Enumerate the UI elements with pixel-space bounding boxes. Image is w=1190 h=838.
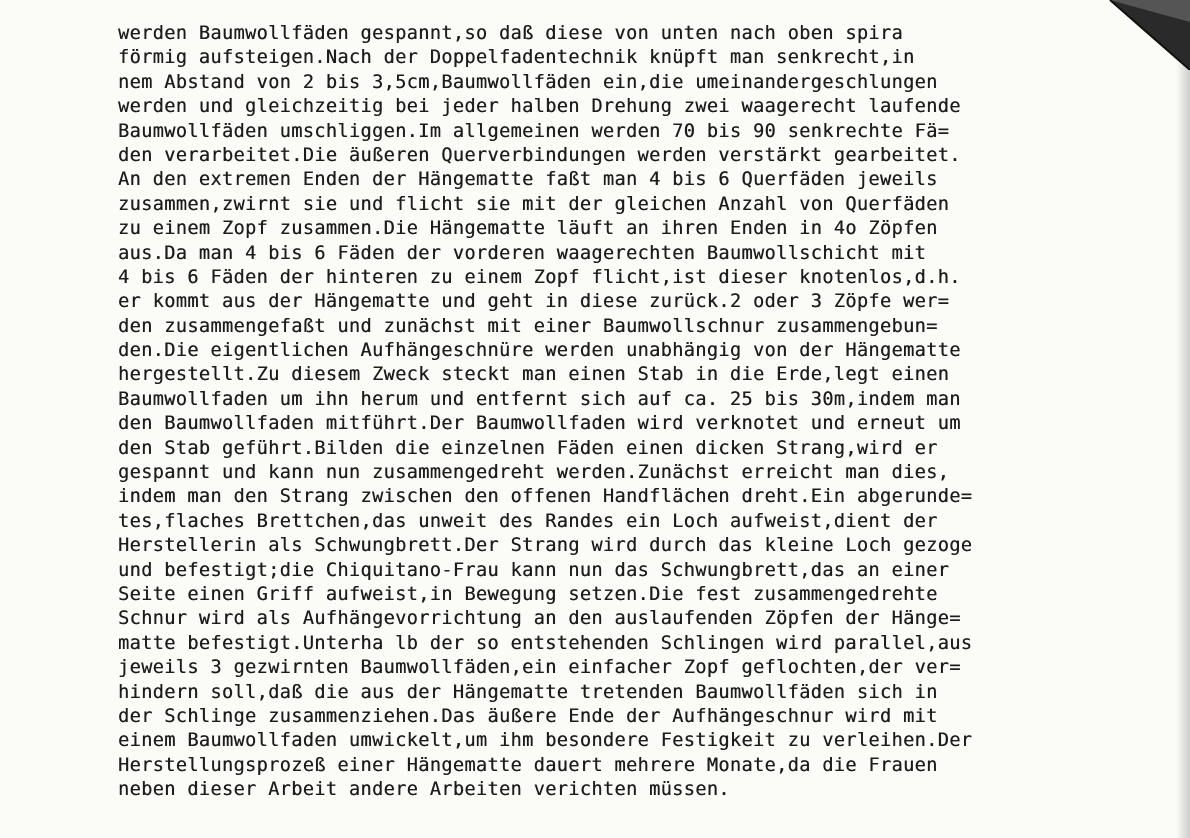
text-line: Seite einen Griff aufweist,in Bewegung setzen.Die fest zusammengedrehte [118,583,938,605]
text-line: förmig aufsteigen.Nach der Doppelfadentechnik knüpft man senkrecht,in [118,47,915,69]
text-line: der Schlinge zusammenziehen.Das äußere Ende der Aufhängeschnur wird mit [118,705,938,727]
text-line: er kommt aus der Hängematte und geht in diese zurück.2 oder 3 Zöpfe wer= [118,291,950,313]
text-line: nem Abstand von 2 bis 3,5cm,Baumwollfäden ein,die umeinandergeschlungen [118,71,938,93]
text-line: zu einem Zopf zusammen.Die Hängematte läuft an ihren Enden in 4o Zöpfen [118,218,938,240]
text-line: Schnur wird als Aufhängevorrichtung an den auslaufenden Zöpfen der Hänge= [118,608,961,630]
text-line: hergestellt.Zu diesem Zweck steckt man einen Stab in die Erde,legt einen [118,364,950,386]
text-line: neben dieser Arbeit andere Arbeiten verichten müssen. [118,779,730,801]
text-line: zusammen,zwirnt sie und flicht sie mit der gleichen Anzahl von Querfäden [118,193,950,215]
text-line: den zusammengefaßt und zunächst mit einer Baumwollschnur zusammengebun= [118,315,938,337]
text-line: werden Baumwollfäden gespannt,so daß diese von unten nach oben spira [118,23,904,44]
typewritten-text-block [118,22,1190,803]
text-line: Baumwollfaden um ihn herum und entfernt sich auf ca. 25 bis 30m,indem man [118,388,961,410]
text-line: tes,flaches Brettchen,das unweit des Randes ein Loch aufweist,dient der [118,510,938,532]
page-edge-shadow [1176,0,1190,838]
text-line: hindern soll,daß die aus der Hängematte tretenden Baumwollfäden sich in [118,681,938,703]
text-line: den Stab geführt.Bilden die einzelnen Fäden einen dicken Strang,wird er [118,437,938,459]
text-line: werden und gleichzeitig bei jeder halben Drehung zwei waagerecht laufende [118,96,961,118]
text-line: jeweils 3 gezwirnten Baumwollfäden,ein einfacher Zopf geflochten,der ver= [118,657,961,679]
text-line: 4 bis 6 Fäden der hinteren zu einem Zopf flicht,ist dieser knotenlos,d.h. [118,266,961,288]
text-line: den Baumwollfaden mitführt.Der Baumwollfaden wird verknotet und erneut um [118,413,961,435]
text-line: gespannt und kann nun zusammengedreht werden.Zunächst erreicht man dies, [118,462,950,484]
text-line: einem Baumwollfaden umwickelt,um ihm besondere Festigkeit zu verleihen.Der [118,730,973,752]
text-line: und befestigt;die Chiquitano-Frau kann nun das Schwungbrett,das an einer [118,559,950,581]
folded-corner-icon [1050,0,1190,70]
text-line: matte befestigt.Unterha lb der so entstehenden Schlingen wird parallel,aus [118,632,973,654]
text-line: aus.Da man 4 bis 6 Fäden der vorderen waagerechten Baumwollschicht mit [118,242,927,264]
text-line: den verarbeitet.Die äußeren Querverbindungen werden verstärkt gearbeitet. [118,144,961,166]
text-line: Herstellerin als Schwungbrett.Der Strang wird durch das kleine Loch gezoge [118,535,973,557]
text-line: Herstellungsprozeß einer Hängematte dauert mehrere Monate,da die Frauen [118,754,938,776]
text-line: indem man den Strang zwischen den offenen Handflächen dreht.Ein abgerunde= [118,486,973,508]
text-line: Baumwollfäden umschliggen.Im allgemeinen werden 70 bis 90 senkrechte Fä= [118,120,950,142]
text-line: An den extremen Enden der Hängematte faßt man 4 bis 6 Querfäden jeweils [118,169,938,191]
text-line: den.Die eigentlichen Aufhängeschnüre werden unabhängig von der Hängematte [118,340,961,362]
